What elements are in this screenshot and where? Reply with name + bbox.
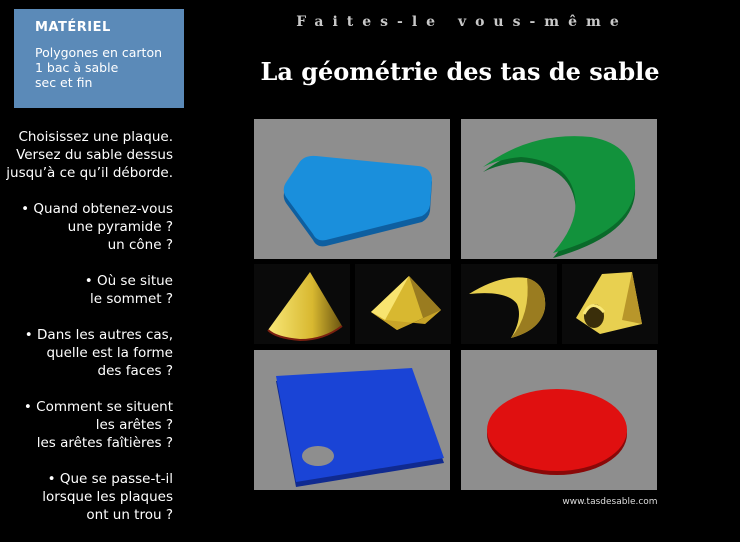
square-plate-image: [254, 119, 450, 259]
question-line: quelle est la forme: [46, 345, 173, 361]
question-line: des faces ?: [97, 363, 173, 379]
sand-crescent-image: [461, 264, 557, 344]
footer-url: www.tasdesable.com: [562, 497, 658, 507]
plate-square-panel: [254, 119, 450, 259]
question-block: [0, 128, 173, 182]
sand-cone-image: [254, 264, 350, 344]
question-line: lorsque les plaques: [42, 489, 173, 505]
question-line: ont un trou ?: [86, 507, 173, 523]
question-line: un cône ?: [107, 237, 173, 253]
holed-plate-image: [254, 350, 450, 490]
question-line: • Où se situe: [84, 273, 173, 289]
materiel-line: sec et fin: [35, 75, 93, 90]
questions-list: [0, 128, 173, 542]
materiel-line: Polygones en carton: [35, 45, 163, 60]
sand-ridge-image: [562, 264, 658, 344]
question-line: • Dans les autres cas,: [24, 327, 173, 343]
question-line: Versez du sable dessus: [16, 147, 173, 163]
question-line: • Comment se situent: [23, 399, 173, 415]
question-line: une pyramide ?: [67, 219, 173, 235]
plate-crescent-panel: [461, 119, 657, 259]
question-line: • Quand obtenez-vous: [21, 201, 173, 217]
question-line: les arêtes ?: [95, 417, 173, 433]
materiel-box: [14, 9, 184, 108]
materiel-line: 1 bac à sable: [35, 60, 119, 75]
materiel-heading: MATÉRIEL: [35, 20, 111, 35]
sand-pyramid-cell: [355, 264, 451, 344]
page-subtitle: Faites-le vous-même: [296, 14, 628, 30]
page-title: La géométrie des tas de sable: [260, 57, 660, 86]
plate-holed-panel: [254, 350, 450, 490]
question-line: • Que se passe-t-il: [47, 471, 173, 487]
question-block: [0, 200, 173, 254]
plate-disc-panel: [461, 350, 657, 490]
question-block: [0, 326, 173, 380]
sand-crescent-cell: [461, 264, 557, 344]
crescent-plate-image: [461, 119, 657, 259]
question-line: Choisissez une plaque.: [18, 129, 173, 145]
question-line: jusqu’à ce qu’il déborde.: [6, 165, 173, 181]
sand-ridge-cell: [562, 264, 658, 344]
sand-pyramid-image: [355, 264, 451, 344]
sand-cone-cell: [254, 264, 350, 344]
question-line: le sommet ?: [90, 291, 173, 307]
disc-plate-image: [461, 350, 657, 490]
question-block: [0, 470, 173, 524]
question-block: [0, 398, 173, 452]
question-block: [0, 272, 173, 308]
question-line: les arêtes faîtières ?: [36, 435, 173, 451]
